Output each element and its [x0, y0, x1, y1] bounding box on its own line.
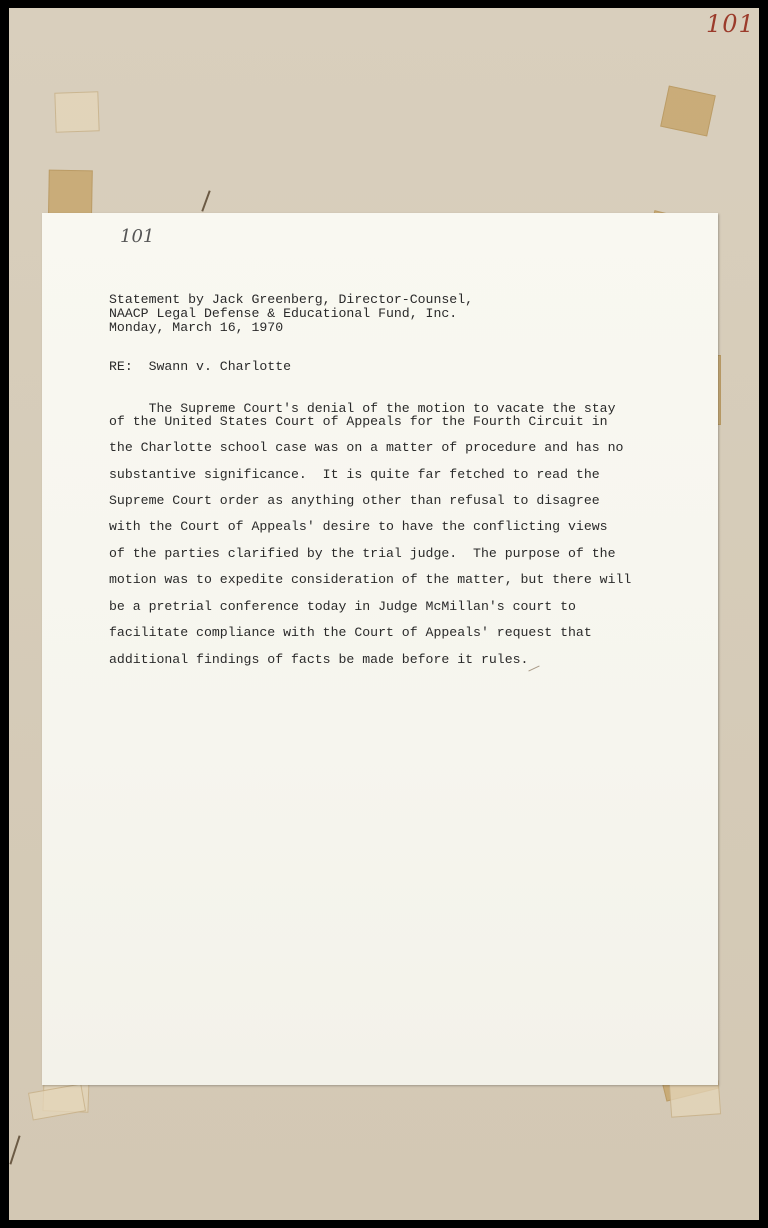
tape-strip [669, 1080, 721, 1117]
page-number: 101 [120, 226, 155, 247]
header-line-3: Monday, March 16, 1970 [109, 320, 284, 335]
body-line-4: substantive significance. It is quite far fetched to read the [109, 467, 600, 482]
body-line-2: of the United States Court of Appeals for the Fourth Circuit in [109, 414, 608, 429]
body-line-11: additional findings of facts be made before it rules. [109, 652, 529, 667]
archive-number: 101 [706, 10, 755, 38]
body-line-9: be a pretrial conference today in Judge McMillan's court to [109, 599, 576, 614]
document-page [42, 213, 718, 1085]
header-line-2: NAACP Legal Defense & Educational Fund, Inc. [109, 306, 458, 321]
tape-strip [54, 91, 99, 133]
body-line-3: the Charlotte school case was on a matter of procedure and has no [109, 440, 624, 455]
body-line-7: of the parties clarified by the trial judge. The purpose of the [109, 546, 616, 561]
re-line: RE: Swann v. Charlotte [109, 359, 292, 374]
body-line-5: Supreme Court order as anything other than refusal to disagree [109, 493, 600, 508]
body-line-8: motion was to expedite consideration of the matter, but there will [109, 572, 632, 587]
body-line-6: with the Court of Appeals' desire to have the conflicting views [109, 519, 608, 534]
header-line-1: Statement by Jack Greenberg, Director-Counsel, [109, 292, 474, 307]
body-line-10: facilitate compliance with the Court of Appeals' request that [109, 625, 592, 640]
body-line-1: The Supreme Court's denial of the motion to vacate the stay [109, 401, 616, 416]
